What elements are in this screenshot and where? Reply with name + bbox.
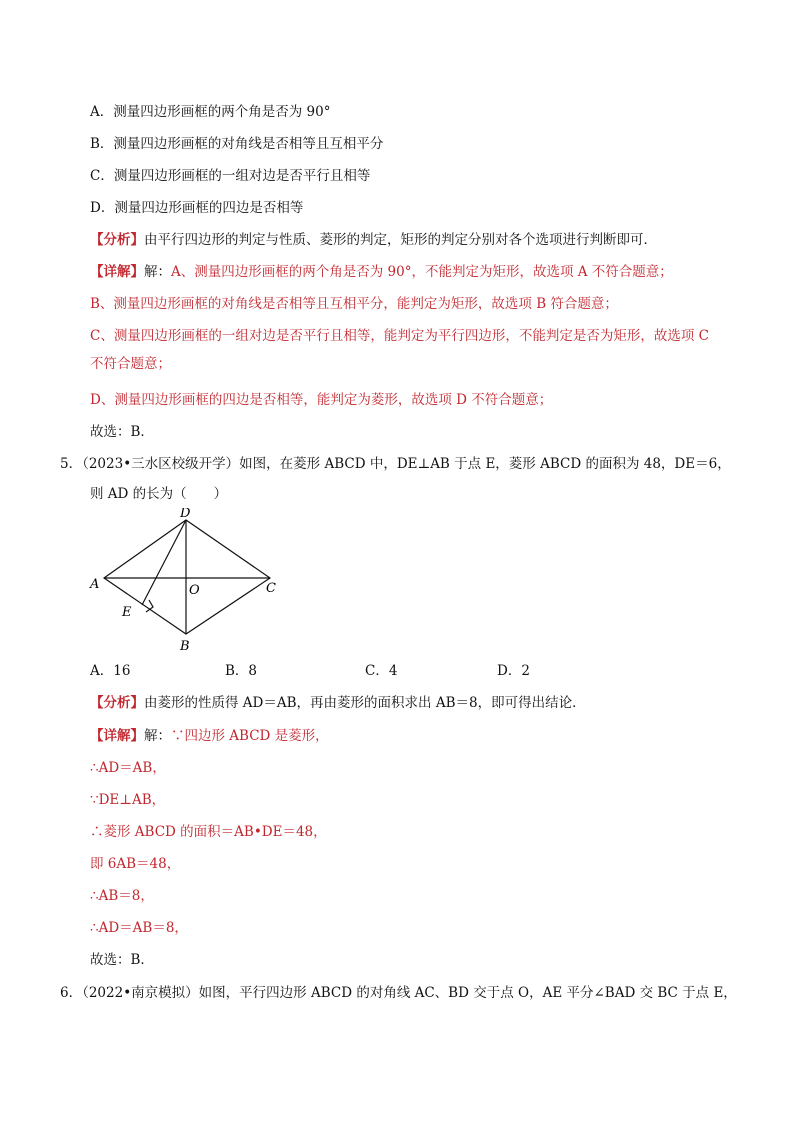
q4-detail-line4: D、测量四边形画框的四边是否相等，能判定为菱形，故选项 D 不符合题意；: [90, 392, 553, 408]
q4-detail-line1: [90, 262, 673, 282]
label-c: C: [266, 581, 276, 596]
q5-option-a: A．16: [90, 663, 131, 679]
q5-step-2: ∴AD＝AB，: [90, 760, 166, 776]
q5-step-1: ∵四边形 ABCD 是菱形，: [171, 728, 329, 744]
detail-lead: 解：: [144, 264, 171, 280]
q5-option-b: B．8: [225, 663, 258, 679]
q5-step-4: ∴菱形 ABCD 的面积＝AB•DE＝48，: [90, 824, 327, 840]
q5-option-c: C．4: [365, 663, 398, 679]
q5-analysis-tag: 【分析】: [90, 695, 144, 711]
q5-step-7: ∴AD＝AB＝8，: [90, 920, 188, 936]
q4-analysis: [90, 230, 657, 250]
option-b: B．测量四边形画框的对角线是否相等且互相平分: [90, 136, 384, 152]
q5-detail-lead: 解：: [144, 728, 171, 744]
option-a: A．测量四边形画框的两个角是否为 90°: [90, 104, 331, 120]
q4-detail-line3b: 不符合题意；: [90, 356, 171, 372]
q5-stem-line1: 5．（2023•三水区校级开学）如图，在菱形 ABCD 中，DE⊥AB 于点 E，菱形 ABCD 的面积为 48，DE＝6，: [60, 456, 731, 472]
q5-option-d: D．2: [497, 663, 530, 679]
label-o: O: [189, 583, 200, 598]
label-e: E: [122, 605, 132, 620]
label-a: A: [90, 577, 100, 592]
q5-step-3: ∵DE⊥AB，: [90, 792, 166, 808]
q5-analysis-text: 由菱形的性质得 AD＝AB，再由菱形的面积求出 AB＝8，即可得出结论．: [144, 695, 586, 711]
label-b: B: [180, 639, 190, 654]
q5-step-5: 即 6AB＝48，: [90, 856, 181, 872]
q5-answer: 故选：B．: [90, 952, 154, 968]
q6-stem: 6．（2022•南京模拟）如图，平行四边形 ABCD 的对角线 AC、BD 交于点 O，AE 平分∠BAD 交 BC 于点 E，: [60, 985, 737, 1001]
rhombus-figure: [88, 508, 298, 658]
option-c: C．测量四边形画框的一组对边是否平行且相等: [90, 168, 371, 184]
q5-detail-line1: [90, 726, 329, 746]
q4-detail-line2: B、测量四边形画框的对角线是否相等且互相平分，能判定为矩形，故选项 B 符合题意；: [90, 296, 618, 312]
q5-detail-tag: 【详解】: [90, 728, 144, 744]
q5-step-6: ∴AB＝8，: [90, 888, 154, 904]
detail-tag: 【详解】: [90, 264, 144, 280]
option-d: D．测量四边形画框的四边是否相等: [90, 200, 304, 216]
q5-stem-line2: 则 AD 的长为（ ）: [90, 486, 228, 502]
segment-de: [142, 520, 186, 605]
q4-detail-line3a: C、测量四边形画框的一组对边是否平行且相等，能判定为平行四边形，不能判定是否为矩形，故选项 C: [90, 328, 709, 344]
q5-analysis: [90, 693, 586, 713]
analysis-text: 由平行四边形的判定与性质、菱形的判定，矩形的判定分别对各个选项进行判断即可．: [144, 232, 657, 248]
label-d: D: [180, 508, 191, 521]
q4-answer: 故选：B．: [90, 424, 154, 440]
detail-text-1: A、测量四边形画框的两个角是否为 90°，不能判定为矩形，故选项 A 不符合题意；: [171, 264, 673, 280]
analysis-tag: 【分析】: [90, 232, 144, 248]
